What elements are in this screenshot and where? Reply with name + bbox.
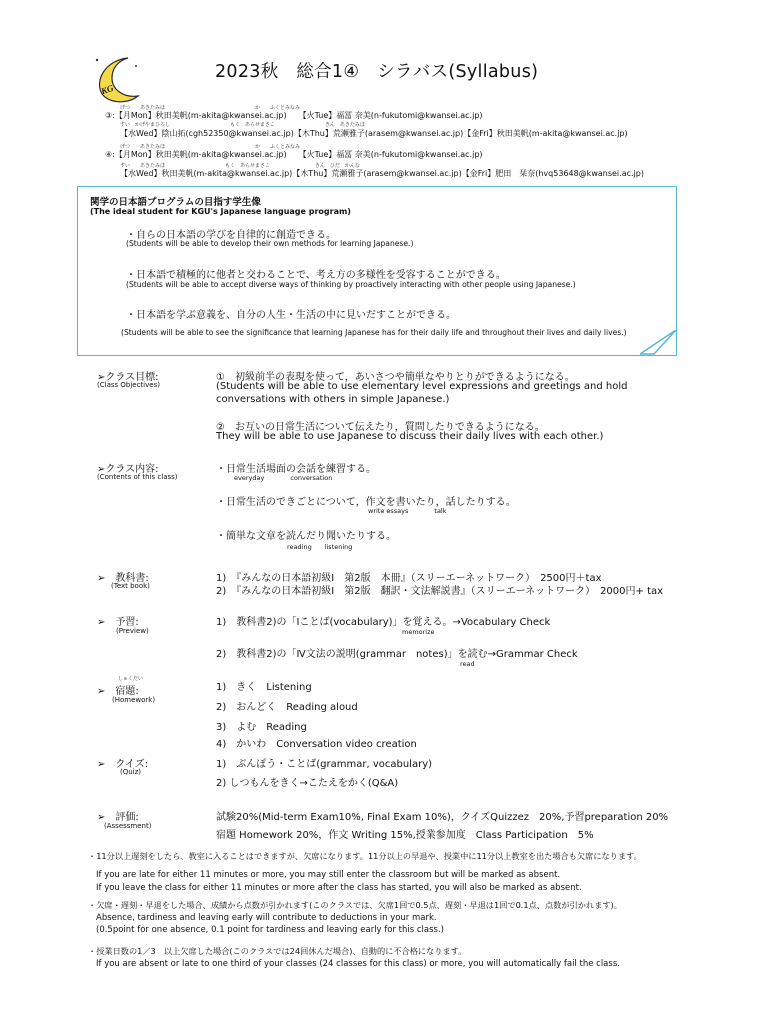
page-title: 2023秋 総合1④ シラバス(Syllabus) (215, 62, 539, 82)
teacher-ruby-2: すい かげやまひろし もく あらせまさこ きん あきたみほ (120, 122, 365, 128)
assessment-label-en: (Assessment) (104, 822, 152, 830)
content-3-gloss: reading listening (287, 543, 353, 551)
ideal-title: 関学の日本語プログラムの目指す学生像 (90, 197, 261, 208)
contents-label: ➢クラス内容: (97, 464, 159, 475)
note-late-en-1: If you are late for either 11 minutes or more, you may still enter the classroom but will be marked as absent. (96, 870, 561, 880)
assessment-1: 試験20%(Mid-term Exam10%, Final Exam 10%)，クイズQuizzez 20%,予習preparation 20% (216, 812, 669, 823)
objective-1-en-a: (Students will be able to use elementary level expressions and greetings and hold (216, 381, 628, 392)
quiz-2: 2) しつもんをきく→こたえをかく(Q&A) (216, 778, 399, 789)
ideal-item-2-en: (Students will be able to accept diverse ways of thinking by proactively interacting with other people using Japanese.) (126, 280, 576, 289)
ideal-item-1-jp: ・自らの日本語の学びを自律的に創造できる。 (126, 230, 336, 241)
callout-tail (640, 330, 680, 364)
content-1-gloss: everyday conversation (234, 474, 333, 482)
note-fail-jp: ・授業日数の1／3 以上欠席した場合(このクラスでは24回休んだ場合)、自動的に不合格になります。 (88, 946, 467, 956)
teacher-line-4: 【水Wed】秋田美帆(m-akita@kwansei.ac.jp)【木Thu】荒瀬雅子(arasem@kwansei.ac.jp)【金Fri】肥田 栞奈(hvq53648@kwansei.ac.jp) (120, 169, 644, 178)
preview-1-gloss: memorize (402, 628, 435, 636)
textbook-2: 2) 『みんなの日本語初級Ⅰ 第2版 翻訳・文法解説書』（スリーエーネットワーク） 2000円+ tax (216, 586, 664, 597)
objective-1-en-b: conversations with others in simple Japanese.) (216, 394, 450, 405)
textbook-label: ➢ 教科書: (97, 573, 149, 584)
textbook-1: 1) 『みんなの日本語初級Ⅰ 第2版 本冊』（スリーエーネットワーク） 2500円＋tax (216, 573, 602, 584)
note-deduction-jp: ・欠席・遅刻・早退をした場合、成績から点数が引かれます(このクラスでは、欠席1回で0.5点、遅刻・早退は1回で0.1点、点数が引かれます)。 (88, 900, 622, 910)
ideal-item-1-en: (Students will be able to develop their own methods for learning Japanese.) (126, 239, 414, 248)
note-deduction-en-2: (0.5point for one absence, 0.1 point for tardiness and leaving early for this class.) (96, 925, 445, 935)
homework-label-en: (Homework) (112, 696, 156, 704)
contents-label-en: (Contents of this class) (97, 473, 178, 481)
homework-label: ➢ 宿題: (97, 686, 139, 697)
preview-label-en: (Preview) (116, 627, 149, 635)
teacher-ruby-1: げつ あきたみほ か ふくとみなみ (120, 105, 301, 111)
note-late-en-2: If you leave the class for either 11 minutes or more after the class has started, you will also be marked as absent. (96, 883, 582, 893)
teacher-line-1: ③:【月Mon】秋田美帆(m-akita@kwansei.ac.jp) 【火Tue】福冨 奈美(n-fukutomi@kwansei.ac.jp) (105, 111, 483, 120)
content-3: ・簡単な文章を読んだり聞いたりする。 (216, 531, 396, 542)
ideal-item-2-jp: ・日本語で積極的に他者と交わることで、考え方の多様性を受容することができる。 (126, 270, 506, 281)
homework-4: 4) かいわ Conversation video creation (216, 739, 417, 750)
homework-2: 2) おんどく Reading aloud (216, 702, 358, 713)
note-fail-en: If you are absent or late to one third of your classes (24 classes for this class) or more, you will automatically fail the class. (96, 959, 620, 969)
objective-2: ② お互いの日常生活について伝えたり，質問したりできるようになる。 (216, 422, 545, 433)
quiz-label: ➢ クイズ: (97, 759, 149, 770)
logo-text: KG (99, 82, 115, 97)
preview-1: 1) 教科書2)の「Ⅰことば(vocabulary)」を覚える。→Vocabulary Check (216, 617, 551, 628)
teacher-line-2: 【水Wed】陰山拓(cgh52350@kwansei.ac.jp)【木Thu】荒瀬雅子(arasem@kwansei.ac.jp)【金Fri】秋田美帆(m-akita@kwansei.ac.jp) (120, 129, 628, 138)
quiz-label-en: (Quiz) (120, 768, 142, 776)
homework-1: 1) きく Listening (216, 682, 312, 693)
teacher-ruby-3: げつ あきたみほ か ふくとみなみ (120, 144, 301, 150)
content-2: ・日常生活のできごとについて，作文を書いたり，話したりする。 (216, 497, 516, 508)
textbook-label-en: (Text book) (111, 582, 150, 590)
teacher-line-3: ④:【月Mon】秋田美帆(m-akita@kwansei.ac.jp) 【火Tue】福冨 奈美(n-fukutomi@kwansei.ac.jp) (105, 150, 483, 159)
objective-2-en: They will be able to use Japanese to discuss their daily lives with each other.) (216, 431, 604, 442)
content-1: ・日常生活場面の会話を練習する。 (216, 464, 376, 475)
homework-ruby: しゅくだい (118, 676, 144, 682)
preview-label: ➢ 予習: (97, 617, 139, 628)
objectives-label: ➢クラス目標: (97, 372, 159, 383)
preview-2-gloss: read (460, 660, 475, 668)
homework-3: 3) よむ Reading (216, 722, 307, 733)
preview-2: 2) 教科書2)の「Ⅳ文法の説明(grammar notes)」を読む→Grammar Check (216, 649, 578, 660)
ideal-item-3-jp: ・日本語を学ぶ意義を、自分の人生・生活の中に見いだすことができる。 (126, 310, 456, 321)
content-2-gloss: write essays talk (368, 507, 447, 515)
objective-1: ① 初級前半の表現を使って，あいさつや簡単なやりとりができるようになる。 (216, 372, 575, 383)
teacher-ruby-4: すい あきたみほ もく あらせまさこ きん ひだ かんな (120, 163, 360, 169)
quiz-1: 1) ぶんぽう・ことば(grammar, vocabulary) (216, 759, 433, 770)
note-late-jp: ・11分以上遅刻をしたら、教室に入ることはできますが、欠席になります。11分以上の早退や、授業中に11分以上教室を出た場合も欠席になります。 (88, 851, 642, 861)
objectives-label-en: (Class Objectives) (97, 381, 160, 389)
ideal-subtitle: (The ideal student for KGU's Japanese language program) (90, 207, 351, 216)
assessment-label: ➢ 評価: (97, 812, 139, 823)
kg-moon-logo (88, 54, 144, 104)
ideal-item-3-en: (Students will be able to see the significance that learning Japanese has for their daily life and throughout their lives and daily lives.) (121, 328, 627, 337)
note-deduction-en-1: Absence, tardiness and leaving early will contribute to deductions in your mark. (96, 913, 437, 923)
assessment-2: 宿題 Homework 20%，作文 Writing 15%,授業参加度 Class Participation 5% (216, 830, 594, 841)
